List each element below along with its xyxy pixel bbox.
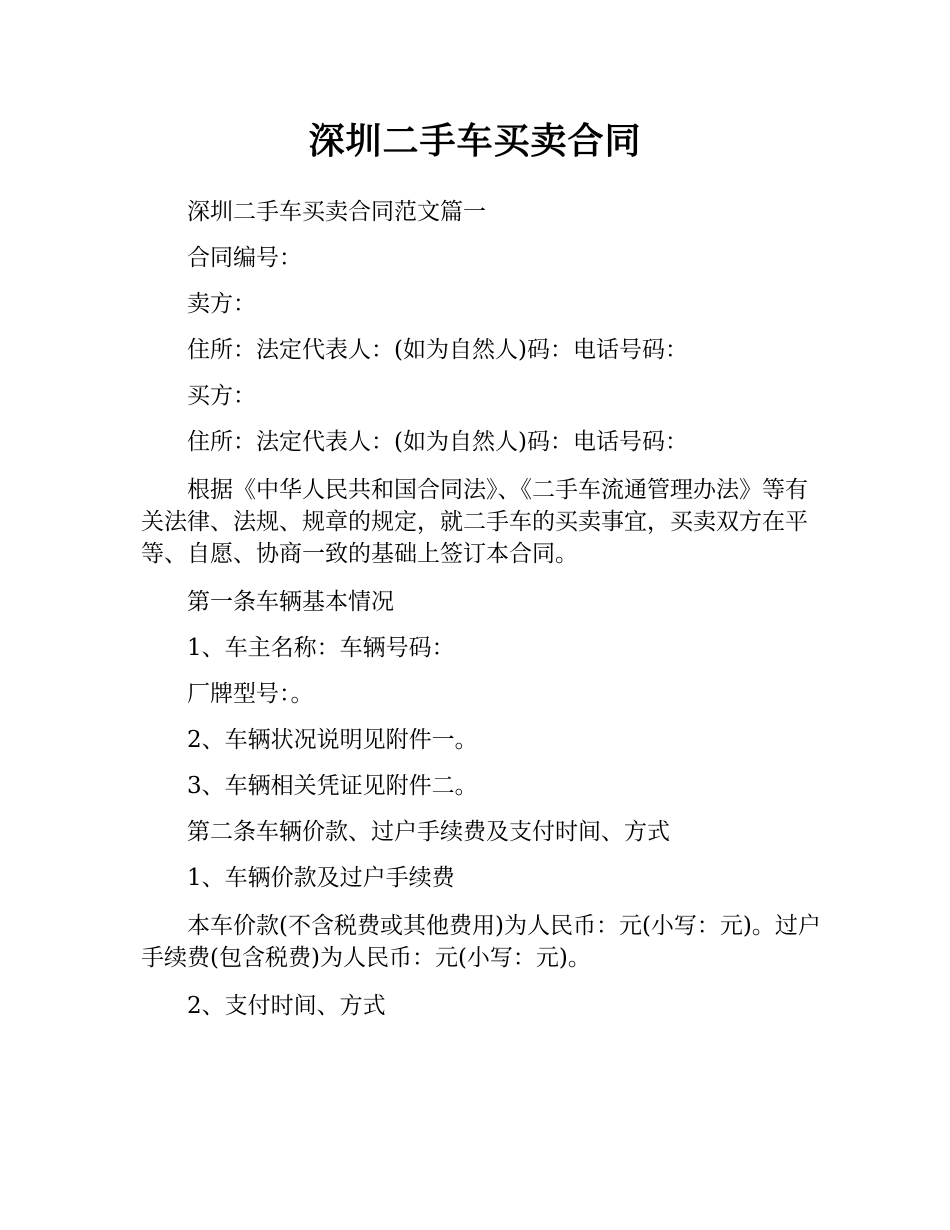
buyer-line: 买方：: [187, 383, 256, 409]
document-body: [141, 198, 821, 1038]
article-one-heading: 第一条车辆基本情况: [187, 589, 394, 615]
section-heading: 深圳二手车买卖合同范文篇一: [187, 199, 486, 225]
price-fees-heading: 1、车辆价款及过户手续费: [187, 865, 455, 891]
contract-number-line: 合同编号：: [187, 245, 302, 271]
price-paragraph: 本车价款(不含税费或其他费用)为人民币：元(小写：元)。过户手续费(包含税费)为人民币：元(小写：元)。: [141, 913, 821, 971]
preamble-paragraph: 根据《中华人民共和国合同法》、《二手车流通管理办法》等有关法律、法规、规章的规定，就二手车的买卖事宜，买卖双方在平等、自愿、协商一致的基础上签订本合同。: [141, 477, 808, 567]
seller-address-line: 住所：法定代表人：(如为自然人)码：电话号码：: [187, 337, 688, 363]
buyer-address-line: 住所：法定代表人：(如为自然人)码：电话号码：: [187, 429, 688, 455]
brand-model-line: 厂牌型号：。: [187, 681, 314, 707]
vehicle-condition-line: 2、车辆状况说明见附件一。: [187, 727, 478, 753]
owner-name-line: 1、车主名称：车辆号码：: [187, 635, 455, 661]
vehicle-documents-line: 3、车辆相关凭证见附件二。: [187, 773, 478, 799]
seller-line: 卖方：: [187, 291, 256, 317]
document-title: 深圳二手车买卖合同: [308, 121, 642, 162]
article-two-heading: 第二条车辆价款、过户手续费及支付时间、方式: [187, 819, 670, 845]
payment-heading: 2、支付时间、方式: [187, 993, 386, 1019]
